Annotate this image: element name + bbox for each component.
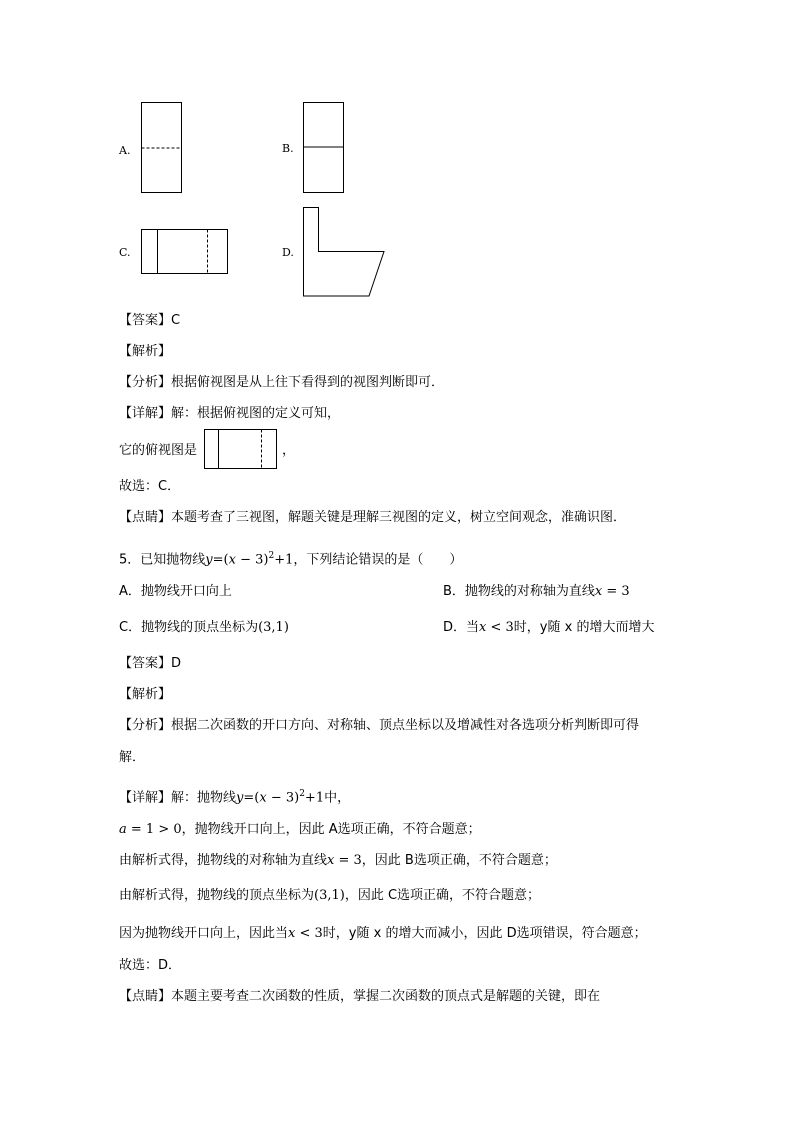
q5-detail-text: 【详解】解：抛物线 [119,790,237,806]
option-a-figure [140,101,184,195]
q5-option-d-text1: D．当 [443,620,480,635]
q4-inline-rect [205,430,277,469]
option-a-label: A. [119,144,131,157]
q5-stem-prefix: 5．已知抛物线 [119,552,206,568]
option-c-figure [140,228,230,276]
q5-line4-text-a: 因为抛物线开口向上，因此当 [119,926,289,941]
option-d-shape [304,208,385,297]
q5-option-c-vertex: (3,1) [258,620,289,635]
q5-option-b [443,583,630,601]
q5-line-2 [119,852,557,870]
option-c-rect [142,230,228,274]
q5-detail-zhong: 中， [324,790,351,806]
q4-jiexi-heading: 【解析】 [119,344,172,359]
q4-answer: 【答案】C [119,313,181,328]
q5-line1-text: ，抛物线开口向上，因此 A选项正确，不符合题意； [181,822,481,837]
q5-line4-lt3: < 3 [295,926,323,941]
q5-detail-plus1: +1 [304,790,325,806]
q5-stem-y: y [205,552,213,568]
q5-detail-y: y [236,790,244,806]
option-b-figure [302,101,346,195]
q5-detail [119,785,350,807]
q5-line-3 [119,887,540,905]
q5-option-b-text: B．抛物线的对称轴为直线 [443,584,595,599]
q5-line2-text-b: ，因此 B选项正确，不符合题意； [361,853,557,868]
q5-line1-a: a [119,822,127,837]
option-b-label: B. [282,142,294,155]
q4-its-view: 它的俯视图是 [119,443,198,458]
q5-option-b-eq3: = 3 [602,584,630,599]
q4-comment: 【点睛】本题考查了三视图，解题关键是理解三视图的定义，树立空间观念，准确识图． [119,510,627,525]
q5-choose: 故选：D． [119,958,182,973]
q5-jiexi-heading: 【解析】 [119,687,172,702]
q5-line3-vertex: (3,1) [314,888,345,903]
q5-detail-x: x [259,790,267,806]
q4-inline-top-view-figure [203,428,279,471]
q5-stem-x: x [228,552,236,568]
q5-line3-text-b: ，因此 C选项正确，不符合题意； [344,888,541,903]
q5-line4-x: x [288,926,296,941]
q5-stem-plus1: +1 [274,552,294,568]
q5-option-c [119,619,289,637]
q5-analysis-line2: 解． [119,750,146,765]
q5-option-d-lt3: < 3 [486,620,514,635]
option-d-label: D. [282,246,294,259]
option-d-figure [302,206,386,298]
q4-detail: 【详解】解：根据俯视图的定义可知， [119,406,341,421]
q4-analysis: 【分析】根据俯视图是从上往下看得到的视图判断即可． [119,375,445,390]
option-c-label: C. [119,246,131,259]
q5-option-d-text2: 时，y随 x 的增大而增大 [513,620,655,635]
q4-choose: 故选：C． [119,479,181,494]
q5-line2-eq3: = 3 [334,853,362,868]
q5-line2-text-a: 由解析式得，抛物线的对称轴为直线 [119,853,328,868]
q5-detail-square: 2 [299,789,305,799]
q5-comment: 【点睛】本题主要考查二次函数的性质，掌握二次函数的顶点式是解题的关键，即在 [119,989,601,1004]
q5-line-4 [119,925,647,943]
q5-option-a: A．抛物线开口向上 [119,584,232,599]
q5-stem [119,547,462,569]
q5-line4-text-b: 时，y随 x 的增大而减小，因此 D选项错误，符合题意； [322,926,647,941]
q5-option-d [443,619,654,637]
q5-line-1 [119,821,481,839]
q5-line3-text-a: 由解析式得，抛物线的顶点坐标为 [119,888,315,903]
q5-option-c-text: C．抛物线的顶点坐标为 [119,620,259,635]
q5-option-b-x: x [594,584,603,599]
q5-answer: 【答案】D [119,656,182,671]
q5-stem-minus3: − 3) [235,552,269,568]
q5-analysis-line1: 【分析】根据二次函数的开口方向、对称轴、顶点坐标以及增减性对各选项分析判断即可得 [119,718,640,733]
q5-stem-square: 2 [268,551,275,561]
q5-line1-a-rest: = 1 > 0 [126,822,182,837]
q5-detail-eq-open: =( [243,790,260,806]
q5-stem-suffix: ，下列结论错误的是（ ） [293,552,463,568]
q5-stem-eq-open: =( [212,552,229,568]
q5-detail-minus3: − 3) [266,790,300,806]
q5-line2-x: x [327,853,335,868]
q4-comma: ， [282,443,296,458]
q5-option-d-x: x [479,620,487,635]
